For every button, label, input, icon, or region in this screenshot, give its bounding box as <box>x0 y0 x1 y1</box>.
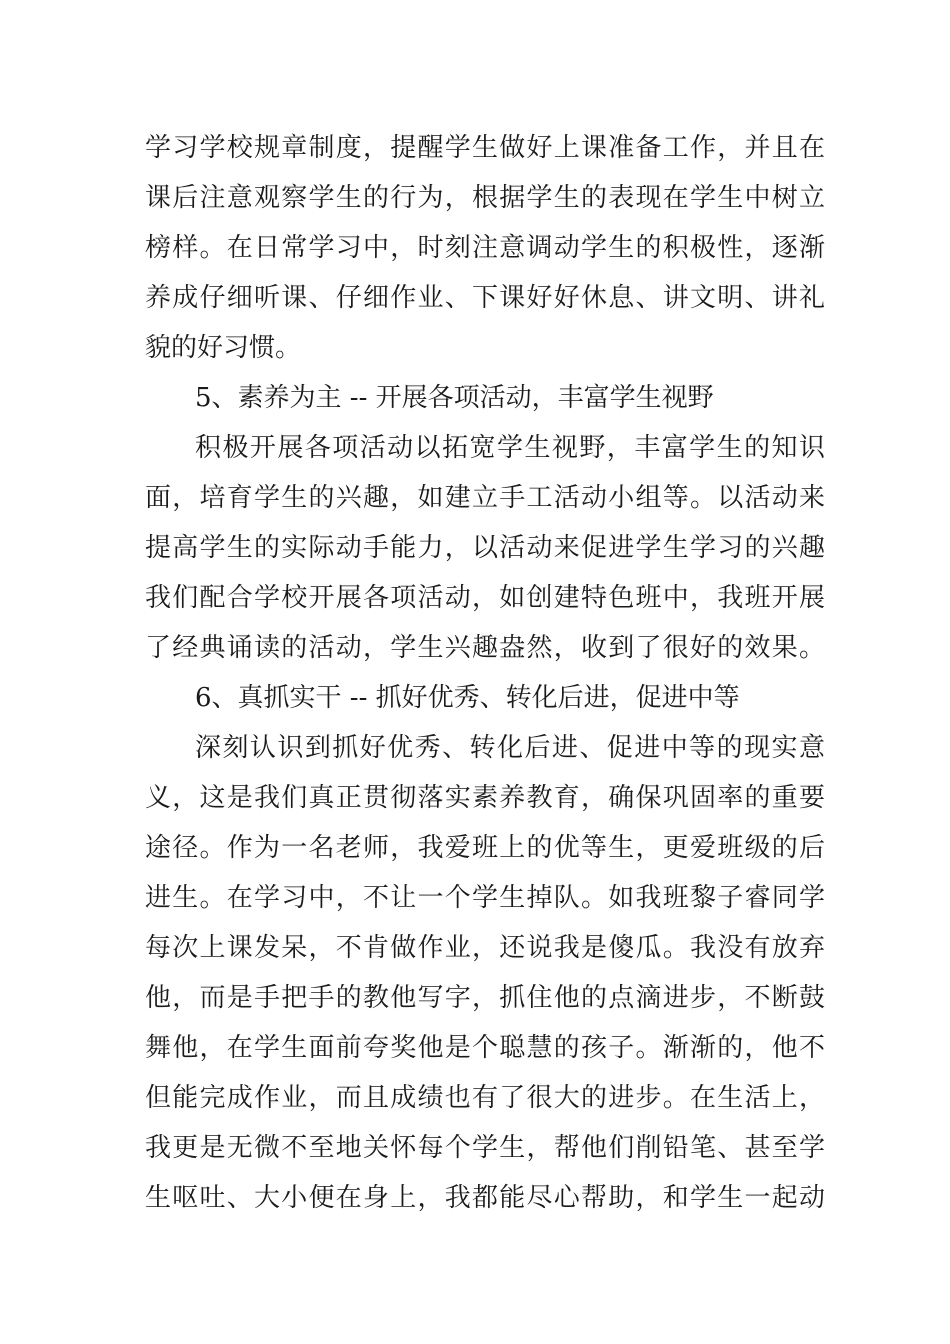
text-line: 提高学生的实际动手能力，以活动来促进学生学习的兴趣 <box>145 533 825 563</box>
text-line: 他，而是手把手的教他写字，抓住他的点滴进步，不断鼓 <box>145 983 825 1013</box>
text-line: 每次上课发呆，不肯做作业，还说我是傻瓜。我没有放弃 <box>145 933 825 963</box>
text-line: 深刻认识到抓好优秀、转化后进、促进中等的现实意 <box>195 733 825 763</box>
text-line: 但能完成作业，而且成绩也有了很大的进步。在生活上， <box>145 1083 825 1113</box>
text-line: 途径。作为一名老师，我爱班上的优等生，更爱班级的后 <box>145 833 825 863</box>
text-line: 舞他，在学生面前夸奖他是个聪慧的孩子。渐渐的，他不 <box>145 1033 825 1063</box>
text-line: 积极开展各项活动以拓宽学生视野，丰富学生的知识 <box>195 433 825 463</box>
section-heading: 6、真抓实干 -- 抓好优秀、转化后进，促进中等 <box>195 683 740 713</box>
text-line: 貌的好习惯。 <box>145 333 302 363</box>
text-line: 榜样。在日常学习中，时刻注意调动学生的积极性，逐渐 <box>145 233 825 263</box>
text-line: 我更是无微不至地关怀每个学生，帮他们削铅笔、甚至学 <box>145 1133 825 1163</box>
text-line: 义，这是我们真正贯彻落实素养教育，确保巩固率的重要 <box>145 783 825 813</box>
text-line: 了经典诵读的活动，学生兴趣盎然，收到了很好的效果。 <box>145 633 825 663</box>
text-line: 学习学校规章制度，提醒学生做好上课准备工作，并且在 <box>145 133 825 163</box>
text-line: 课后注意观察学生的行为，根据学生的表现在学生中树立 <box>145 183 825 213</box>
text-line: 进生。在学习中，不让一个学生掉队。如我班黎子睿同学 <box>145 883 825 913</box>
text-line: 生呕吐、大小便在身上，我都能尽心帮助，和学生一起动 <box>145 1183 825 1213</box>
section-heading: 5、素养为主 -- 开展各项活动，丰富学生视野 <box>195 383 714 413</box>
text-line: 养成仔细听课、仔细作业、下课好好休息、讲文明、讲礼 <box>145 283 825 313</box>
text-line: 我们配合学校开展各项活动，如创建特色班中，我班开展 <box>145 583 825 613</box>
text-line: 面，培育学生的兴趣，如建立手工活动小组等。以活动来 <box>145 483 825 513</box>
